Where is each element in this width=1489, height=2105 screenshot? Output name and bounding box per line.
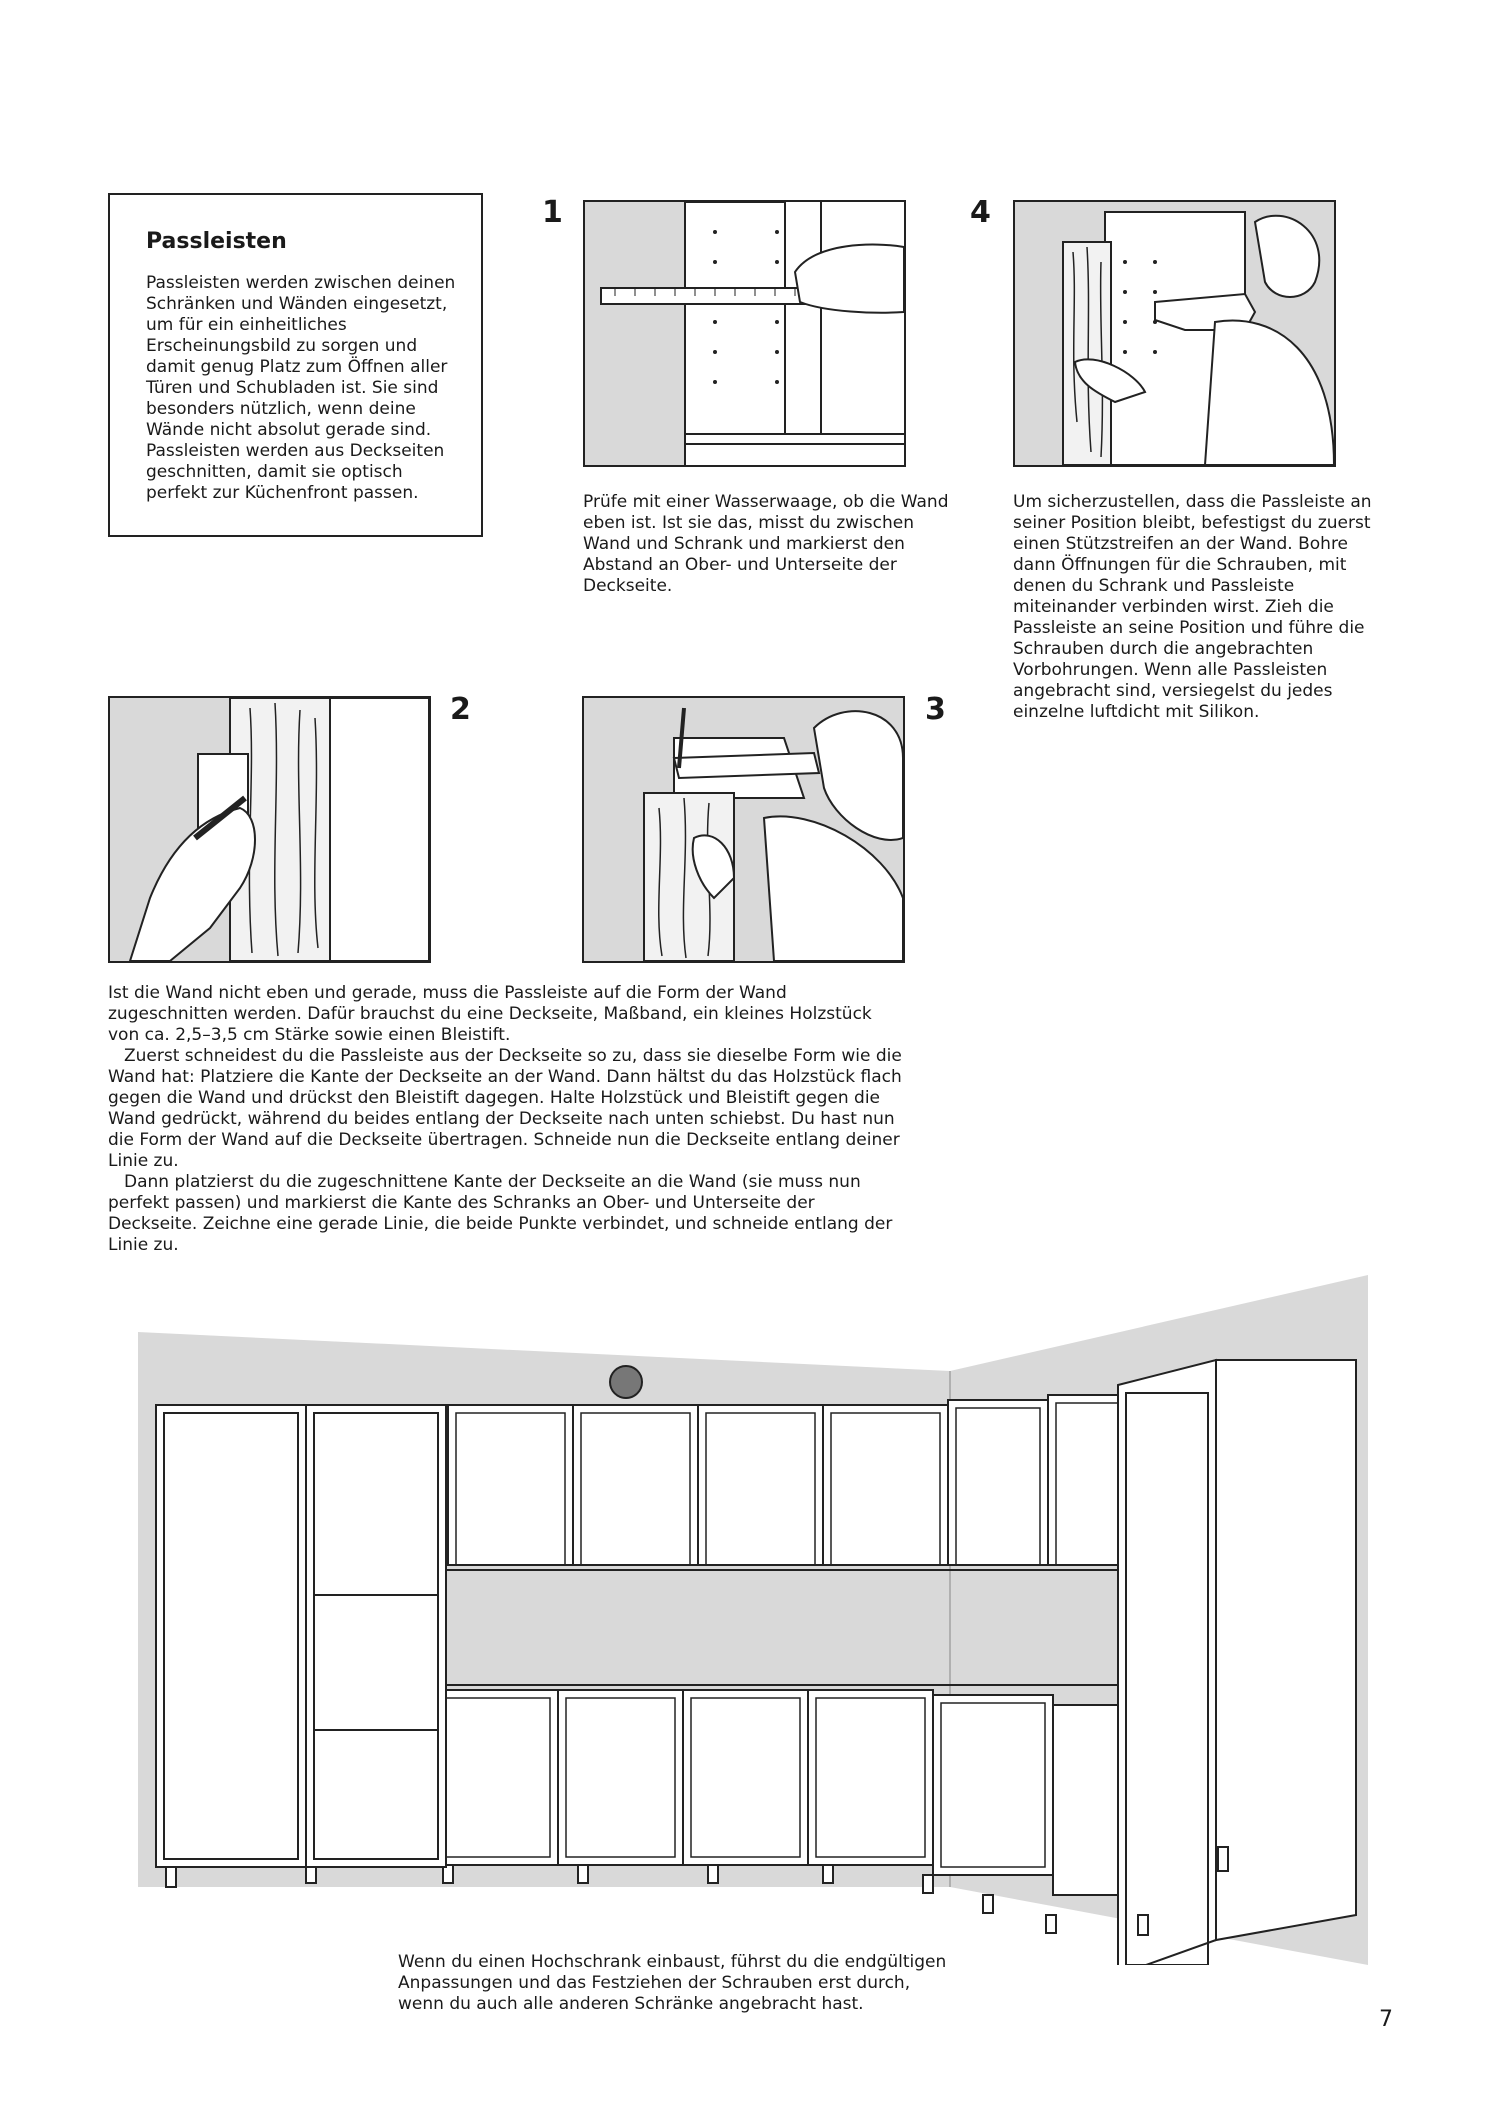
info-box-text: Passleisten werden zwischen deinen Schränken und Wänden eingesetzt, um für ein einheitliches Erscheinungsbild zu sorgen und damit genug Platz zum Öffnen aller Türen und Schubladen ist. Sie sind besonders nützlich, wenn deine Wände nicht absolut gerade sind. Passleisten werden aus Deckseiten geschnitten, damit sie optisch perfekt zur Küchenfront passen. [146, 273, 456, 503]
step-4-number: 4 [970, 195, 991, 230]
instruction-paragraph-2: Zuerst schneidest du die Passleiste aus der Deckseite so zu, dass sie dieselbe Form wie die Wand hat: Platziere die Kante der Deckseite an der Wand. Dann hältst du das Holzstück flach gegen die Wand und drückst den Bleistift dagegen. Halte Holzstück und Bleistift gegen die Wand gedrückt, während du beides entlang der Deckseite nach unten schiebst. Du hast nun die Form der Wand auf die Deckseite übertragen. Schneide nun die Deckseite entlang deiner Linie zu. [108, 1046, 902, 1171]
step-1-caption: Prüfe mit einer Wasserwaage, ob die Wand eben ist. Ist sie das, misst du zwischen Wand und Schrank und markierst den Abstand an Ober- und Unterseite der Deckseite. [583, 492, 949, 596]
kitchen-caption: Wenn du einen Hochschrank einbaust, führst du die endgültigen Anpassungen und das Festziehen der Schrauben erst durch, wenn du auch alle anderen Schränke angebracht hast. [398, 1952, 947, 2014]
instruction-paragraph-3: Dann platzierst du die zugeschnittene Kante der Deckseite an die Wand (sie muss nun perfekt passen) und markierst die Kante des Schranks an Ober- und Unterseite der Deckseite. Zeichne eine gerade Linie, die beide Punkte verbindet, und schneide entlang der Linie zu. [108, 1172, 893, 1255]
step-4-illustration [1013, 200, 1336, 467]
step-3-illustration [582, 696, 905, 963]
step-3-number: 3 [925, 692, 946, 727]
info-box [108, 193, 483, 537]
step-2-illustration [108, 696, 431, 963]
info-box-title: Passleisten [146, 229, 287, 254]
step-4-caption: Um sicherzustellen, dass die Passleiste an seiner Position bleibt, befestigst du zuerst einen Stützstreifen an der Wand. Bohre dann Öffnungen für die Schrauben, mit denen du Schrank und Passleiste miteinander verbinden wirst. Zieh die Passleiste an seine Position und führe die Schrauben durch die angebrachten Vorbohrungen. Wenn alle Passleisten angebracht sind, versiegelst du jedes einzelne luftdicht mit Silikon. [1013, 492, 1372, 722]
step-1-illustration [583, 200, 906, 467]
step-2-number: 2 [450, 692, 471, 727]
page-number: 7 [1379, 2007, 1393, 2032]
step-1-number: 1 [542, 195, 563, 230]
instruction-paragraph-1: Ist die Wand nicht eben und gerade, muss die Passleiste auf die Form der Wand zugeschnitten werden. Dafür brauchst du eine Deckseite, Maßband, ein kleines Holzstück von ca. 2,5–3,5 cm Stärke sowie einen Bleistift. [108, 983, 872, 1045]
kitchen-overview-illustration [138, 1275, 1368, 1965]
instruction-text [108, 983, 908, 1256]
